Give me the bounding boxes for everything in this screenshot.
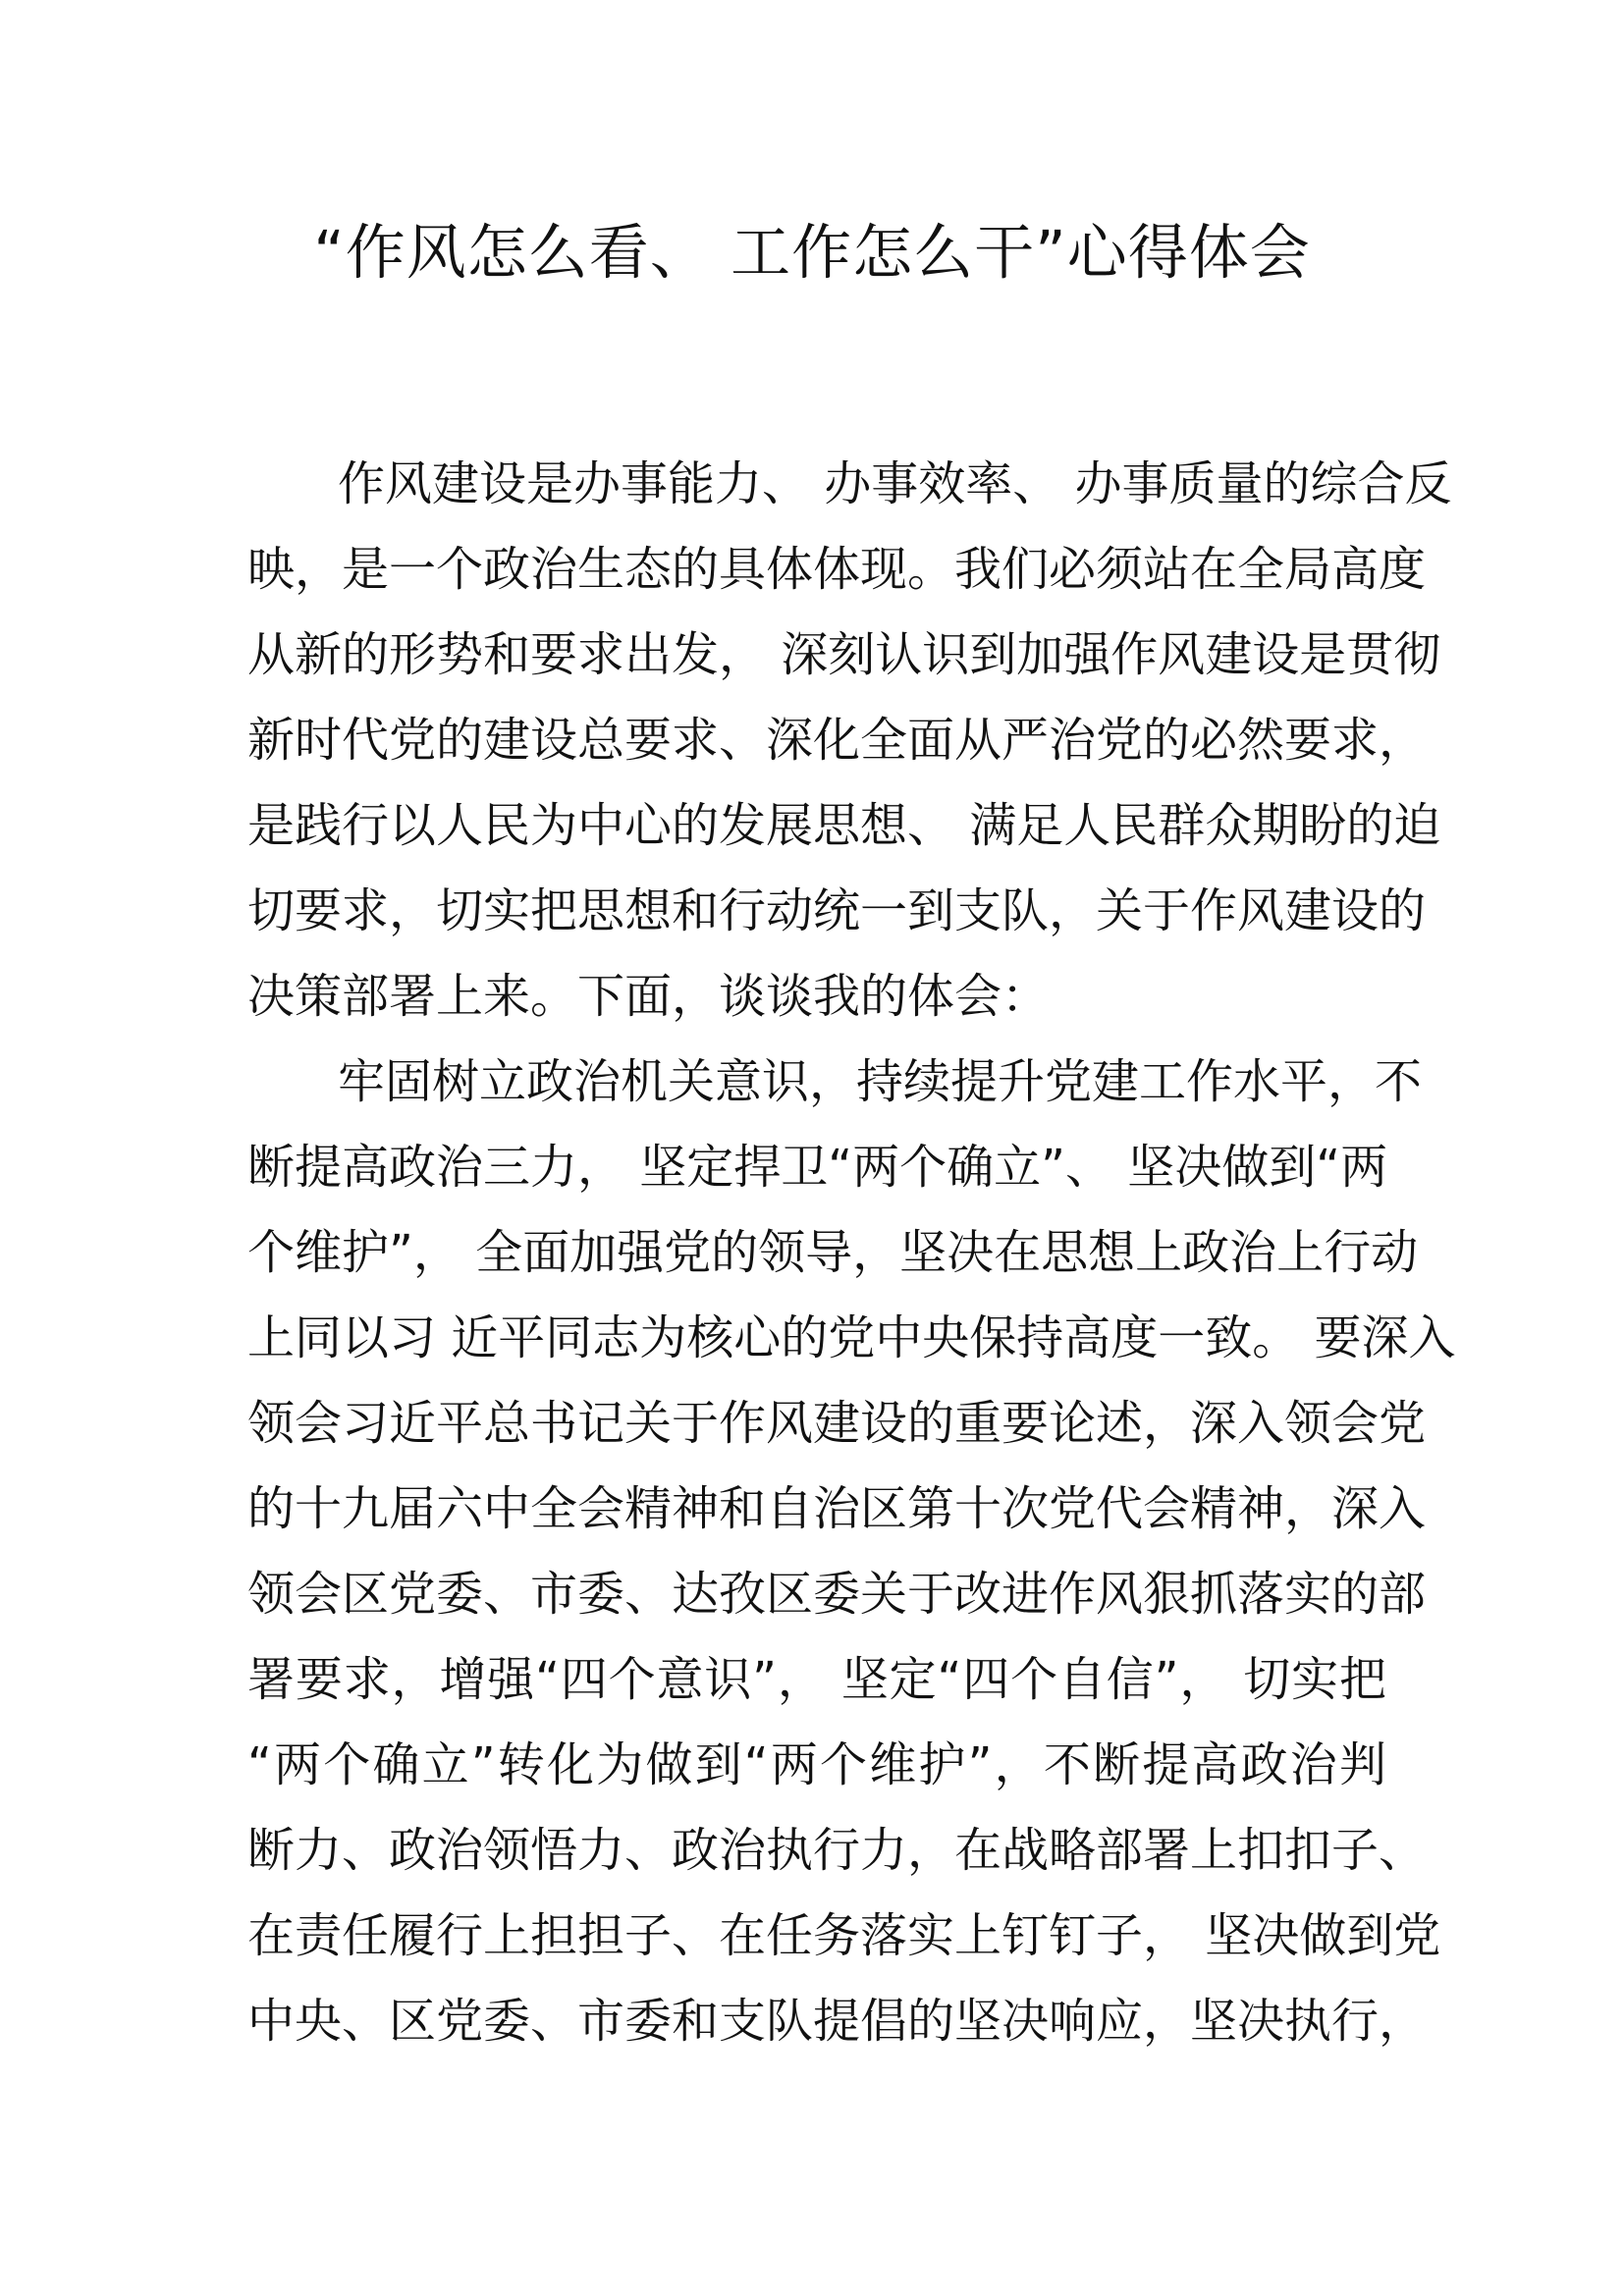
paragraph-1-line-1: 作风建设是办事能力、 办事效率、 办事质量的综合反 (338, 456, 1452, 511)
paragraph-1-line-3: 从新的形势和要求出发， 深刻认识到加强作风建设是贯彻 (247, 627, 1441, 682)
paragraph-2-line-4: 上同以习 近平同志为核心的党中央保持高度一致。 要深入 (247, 1310, 1456, 1365)
paragraph-1-line-6: 切要求，切实把思想和行动统一到支队，关于作风建设的 (247, 883, 1427, 938)
paragraph-2-line-5: 领会习近平总书记关于作风建设的重要论述，深入领会党 (247, 1396, 1427, 1451)
paragraph-2-line-2: 断提高政治三力， 坚定捍卫“两个确立”、 坚决做到“两 (247, 1140, 1388, 1195)
paragraph-1-line-5: 是践行以人民为中心的发展思想、 满足人民群众期盼的迫 (247, 798, 1441, 853)
paragraph-2-line-1: 牢固树立政治机关意识，持续提升党建工作水平，不 (338, 1054, 1423, 1109)
paragraph-2-line-3: 个维护”， 全面加强党的领导，坚决在思想上政治上行动 (247, 1225, 1419, 1280)
paragraph-2-line-6: 的十九届六中全会精神和自治区第十次党代会精神，深入 (247, 1481, 1427, 1536)
paragraph-2-line-11: 在责任履行上担担子、在任务落实上钉钉子， 坚决做到党 (247, 1908, 1441, 1963)
paragraph-2-line-10: 断力、政治领悟力、政治执行力，在战略部署上扣扣子、 (247, 1823, 1427, 1878)
paragraph-2-line-8: 署要求，增强“四个意识”， 坚定“四个自信”， 切实把 (247, 1652, 1386, 1707)
paragraph-1-line-2: 映，是一个政治生态的具体体现。我们必须站在全局高度 (247, 542, 1427, 597)
document-title: “作风怎么看、 工作怎么干”心得体会 (313, 218, 1311, 288)
paragraph-2-line-9: “两个确立”转化为做到“两个维护”，不断提高政治判 (247, 1737, 1386, 1792)
paragraph-2-line-7: 领会区党委、市委、达孜区委关于改进作风狠抓落实的部 (247, 1567, 1427, 1622)
paragraph-1-line-4: 新时代党的建设总要求、深化全面从严治党的必然要求， (247, 713, 1427, 768)
document-body (247, 442, 1456, 2064)
paragraph-2-line-12: 中央、区党委、市委和支队提倡的坚决响应，坚决执行， (247, 1994, 1427, 2049)
paragraph-1-line-7: 决策部署上来。下面，谈谈我的体会： (247, 969, 1050, 1024)
